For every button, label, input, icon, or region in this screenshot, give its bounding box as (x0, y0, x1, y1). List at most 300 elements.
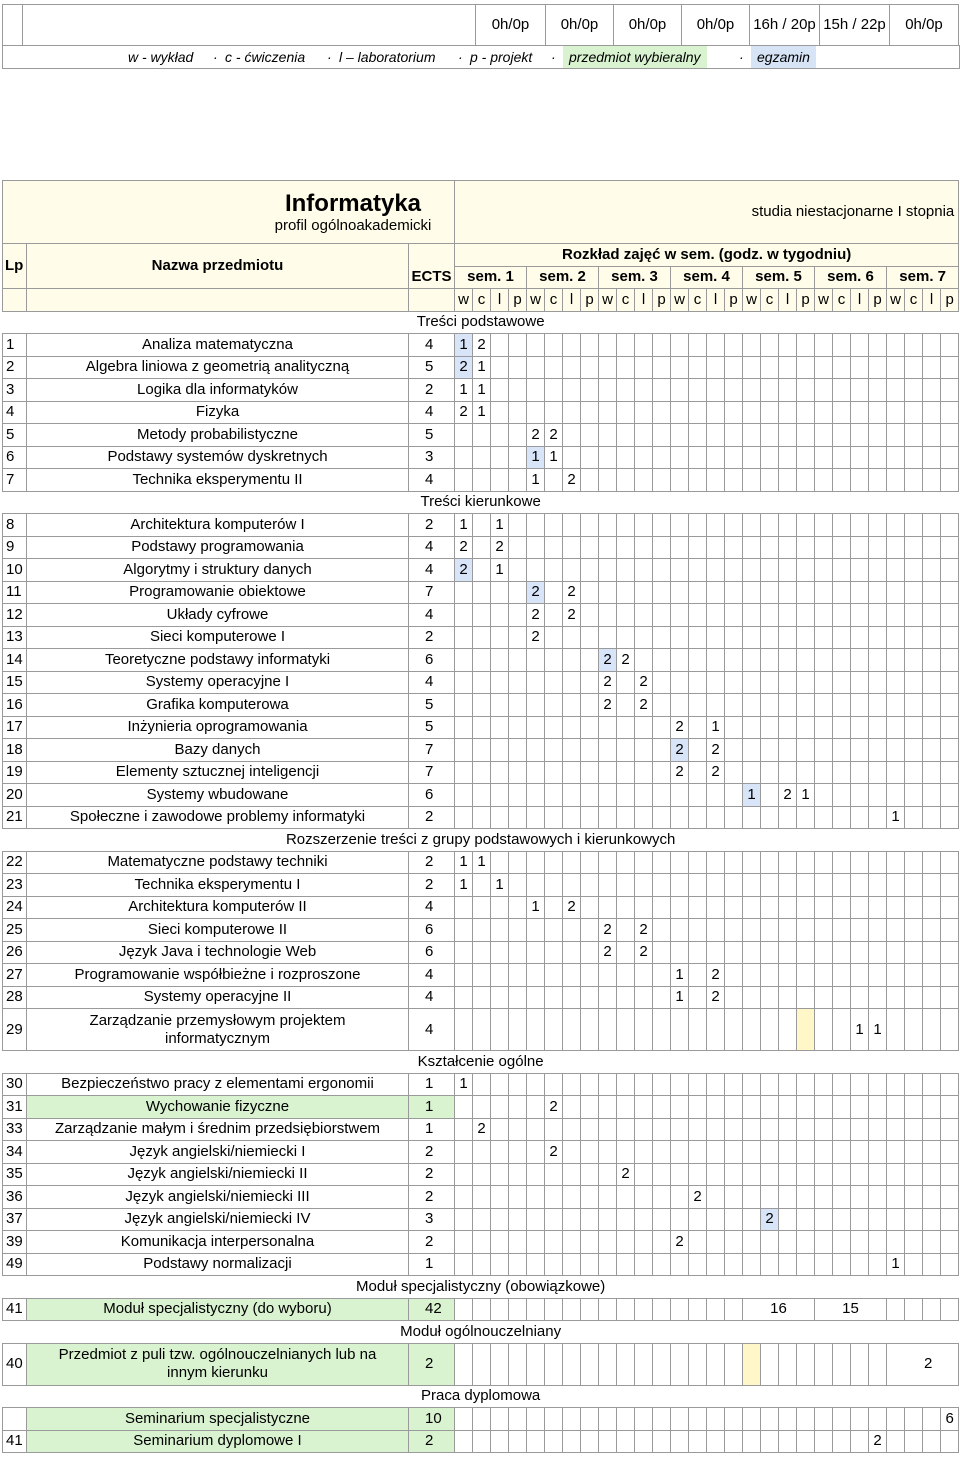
course-name: Komunikacja interpersonalna (27, 1231, 409, 1254)
hour-cell (725, 761, 743, 784)
hour-cell (455, 1009, 473, 1051)
hour-cell (581, 941, 599, 964)
course-row (3, 559, 959, 582)
course-row (3, 536, 959, 559)
hour-cell (689, 536, 707, 559)
hour-cell (761, 1163, 779, 1186)
hour-cell (545, 1343, 563, 1385)
hour-cell (509, 896, 527, 919)
legend-lecture: w - wykład (128, 49, 194, 65)
hour-cell (491, 1009, 509, 1051)
hour-cell (779, 446, 797, 469)
hour-cell (869, 919, 887, 942)
hour-cell (851, 1231, 869, 1254)
hour-cell (887, 1208, 905, 1231)
hour-cell (689, 716, 707, 739)
hour-cell (941, 604, 959, 627)
hour-cell (473, 964, 491, 987)
course-ects: 4 (409, 896, 455, 919)
hour-cell (635, 1253, 653, 1276)
course-row (3, 649, 959, 672)
hour-cell (707, 1073, 725, 1096)
hour-cell (563, 694, 581, 717)
hour-cell (599, 1298, 617, 1321)
hour-cell (599, 1430, 617, 1453)
hour-cell (509, 1163, 527, 1186)
hour-cell (653, 716, 671, 739)
hour-cell (707, 784, 725, 807)
course-name: Technika eksperymentu II (27, 469, 409, 492)
hour-cell (581, 1408, 599, 1431)
hour-cell (923, 536, 941, 559)
hour-cell (599, 446, 617, 469)
hour-cell (761, 536, 779, 559)
hour-cell (941, 1118, 959, 1141)
hour-cell (707, 1163, 725, 1186)
hour-cell (707, 694, 725, 717)
hour-cell (617, 874, 635, 897)
hour-cell (761, 424, 779, 447)
hour-cell (689, 1298, 707, 1321)
hour-cell (599, 1096, 617, 1119)
hour-cell (653, 446, 671, 469)
hour-cell (689, 739, 707, 762)
hour-cell (869, 424, 887, 447)
hour-cell (599, 716, 617, 739)
hour-cell (941, 514, 959, 537)
hour-cell (743, 581, 761, 604)
hour-cell (473, 1073, 491, 1096)
hour-cell (923, 514, 941, 537)
hour-cell (833, 536, 851, 559)
hour-cell (779, 941, 797, 964)
hour-cell (455, 716, 473, 739)
course-lp: 11 (3, 581, 27, 604)
hour-cell (743, 514, 761, 537)
hour-cell (887, 1009, 905, 1051)
hour-cell (815, 1186, 833, 1209)
hour-cell (761, 1141, 779, 1164)
hour-cell (887, 1231, 905, 1254)
hour-cell (797, 851, 815, 874)
hour-cell (851, 1141, 869, 1164)
hour-cell (833, 1096, 851, 1119)
course-name: Język angielski/niemiecki IV (27, 1208, 409, 1231)
hour-cell (851, 896, 869, 919)
hour-cell (869, 851, 887, 874)
top-cell: 0h/0p (476, 5, 546, 46)
course-row (3, 1298, 959, 1321)
hour-cell (707, 649, 725, 672)
hour-cell (545, 716, 563, 739)
hour-cell (833, 1343, 851, 1385)
hour-cell (797, 379, 815, 402)
hour-cell (491, 739, 509, 762)
hour-value: 2 (455, 401, 473, 424)
hour-cell (941, 671, 959, 694)
hour-cell (851, 581, 869, 604)
hour-cell (563, 1430, 581, 1453)
hour-value: 1 (473, 401, 491, 424)
hour-cell (761, 1073, 779, 1096)
course-ects: 6 (409, 649, 455, 672)
hour-cell (779, 1096, 797, 1119)
hour-cell (581, 334, 599, 357)
hour-cell (923, 1430, 941, 1453)
hour-cell (707, 559, 725, 582)
hour-cell (473, 1298, 491, 1321)
hour-cell (617, 356, 635, 379)
hour-cell (905, 919, 923, 942)
hour-cell (923, 469, 941, 492)
hour-cell (869, 379, 887, 402)
hour-cell (635, 874, 653, 897)
hour-cell (545, 784, 563, 807)
course-row (3, 379, 959, 402)
course-row (3, 581, 959, 604)
hour-cell (581, 1253, 599, 1276)
hour-cell (815, 941, 833, 964)
hour-cell (941, 851, 959, 874)
hour-cell (473, 424, 491, 447)
course-name: Grafika komputerowa (27, 694, 409, 717)
hour-cell (923, 1009, 941, 1051)
hour-cell (833, 716, 851, 739)
hour-cell (653, 604, 671, 627)
hour-cell (635, 1163, 653, 1186)
section-title: Moduł ogólnouczelniany (3, 1321, 959, 1344)
hour-cell (455, 784, 473, 807)
hour-cell (671, 1408, 689, 1431)
hour-cell (833, 874, 851, 897)
hour-cell (509, 716, 527, 739)
hour-cell (797, 986, 815, 1009)
hour-cell (851, 1343, 869, 1385)
hour-cell (851, 874, 869, 897)
hour-cell (491, 1141, 509, 1164)
hour-cell (581, 851, 599, 874)
hour-cell (815, 716, 833, 739)
hour-cell (743, 851, 761, 874)
hour-cell (941, 536, 959, 559)
hour-cell (491, 1073, 509, 1096)
hour-cell (779, 536, 797, 559)
hour-cell (545, 761, 563, 784)
course-lp (3, 1408, 27, 1431)
course-lp: 30 (3, 1073, 27, 1096)
hour-cell (689, 784, 707, 807)
hour-cell (905, 424, 923, 447)
hour-cell (635, 649, 653, 672)
hour-cell (581, 446, 599, 469)
hour-value: 2 (527, 581, 545, 604)
hour-cell (473, 581, 491, 604)
semester-total: 2 (887, 1343, 959, 1385)
hour-cell (581, 1009, 599, 1051)
semester-header: sem. 7 (887, 266, 959, 289)
hour-cell (581, 1186, 599, 1209)
course-lp: 21 (3, 806, 27, 829)
hour-cell (653, 784, 671, 807)
hour-cell (869, 1343, 887, 1385)
hour-cell (653, 334, 671, 357)
hour-cell (689, 514, 707, 537)
hour-cell (491, 919, 509, 942)
hour-cell (635, 379, 653, 402)
hour-cell (599, 1408, 617, 1431)
course-lp: 1 (3, 334, 27, 357)
form-header: c (689, 289, 707, 312)
hour-cell (779, 1343, 797, 1385)
hour-cell (833, 1408, 851, 1431)
hour-cell (491, 716, 509, 739)
hour-cell (545, 851, 563, 874)
hour-cell (743, 919, 761, 942)
form-header: l (635, 289, 653, 312)
course-ects: 7 (409, 739, 455, 762)
hour-cell (869, 559, 887, 582)
hour-cell (617, 851, 635, 874)
hour-cell (671, 874, 689, 897)
hour-cell (707, 1009, 725, 1051)
hour-cell (581, 896, 599, 919)
hour-cell (743, 446, 761, 469)
legend-elective: przedmiot wybieralny (563, 46, 707, 68)
hour-cell (635, 1343, 653, 1385)
hour-cell (689, 401, 707, 424)
hour-cell (653, 964, 671, 987)
course-name: Zarządzanie przemysłowym projektem informatycznym (27, 1009, 409, 1051)
hour-cell (563, 1253, 581, 1276)
course-lp: 2 (3, 356, 27, 379)
hour-cell (815, 806, 833, 829)
hour-cell (527, 649, 545, 672)
hour-cell (707, 401, 725, 424)
hour-cell (599, 1208, 617, 1231)
hour-value: 1 (527, 469, 545, 492)
hour-cell (671, 356, 689, 379)
hour-cell (653, 1430, 671, 1453)
hour-cell (743, 1430, 761, 1453)
hour-cell (851, 626, 869, 649)
hour-cell (563, 514, 581, 537)
hour-cell (671, 581, 689, 604)
hour-cell (923, 1118, 941, 1141)
hour-cell (851, 964, 869, 987)
hour-cell (545, 919, 563, 942)
hour-cell (635, 1298, 653, 1321)
hour-cell (509, 604, 527, 627)
hour-cell (761, 1096, 779, 1119)
hour-cell (491, 1163, 509, 1186)
hour-cell (509, 919, 527, 942)
hour-value: 1 (887, 806, 905, 829)
hour-cell (797, 649, 815, 672)
hour-cell (581, 694, 599, 717)
hour-value: 2 (563, 469, 581, 492)
hour-cell (761, 851, 779, 874)
section-title: Treści podstawowe (3, 311, 959, 334)
hour-cell (887, 716, 905, 739)
hour-cell (635, 1408, 653, 1431)
hour-value: 1 (887, 1253, 905, 1276)
hour-cell (509, 1253, 527, 1276)
hour-cell (563, 559, 581, 582)
hour-cell (527, 851, 545, 874)
hour-cell (563, 1073, 581, 1096)
hour-cell (545, 806, 563, 829)
form-header: w (887, 289, 905, 312)
hour-cell (455, 896, 473, 919)
hour-cell (599, 514, 617, 537)
hour-cell (599, 1163, 617, 1186)
course-lp: 26 (3, 941, 27, 964)
hour-cell (581, 739, 599, 762)
hour-cell (491, 649, 509, 672)
hour-cell (617, 446, 635, 469)
course-ects: 2 (409, 1231, 455, 1254)
section-title: Moduł specjalistyczny (obowiązkowe) (3, 1276, 959, 1299)
course-lp: 33 (3, 1118, 27, 1141)
hour-cell (671, 424, 689, 447)
hour-cell (653, 1118, 671, 1141)
hour-cell (473, 761, 491, 784)
hour-cell (473, 986, 491, 1009)
course-lp: 19 (3, 761, 27, 784)
hour-cell (563, 626, 581, 649)
hour-cell (941, 1141, 959, 1164)
hour-cell (671, 1009, 689, 1051)
semester-header: sem. 4 (671, 266, 743, 289)
hour-cell (923, 356, 941, 379)
hour-cell (653, 1009, 671, 1051)
hour-cell (707, 671, 725, 694)
schedule-header: Rozkład zajęć w sem. (godz. w tygodniu) (455, 244, 959, 267)
hour-cell (743, 401, 761, 424)
hour-cell (617, 1096, 635, 1119)
hour-cell (581, 401, 599, 424)
course-ects: 2 (409, 1163, 455, 1186)
form-header: p (941, 289, 959, 312)
hour-cell (671, 694, 689, 717)
hour-cell (905, 401, 923, 424)
hour-cell (761, 401, 779, 424)
blank (3, 289, 27, 312)
hour-cell (635, 739, 653, 762)
hour-cell (653, 1231, 671, 1254)
hour-cell (617, 806, 635, 829)
hour-cell (851, 356, 869, 379)
hour-cell (509, 1430, 527, 1453)
hour-cell (545, 694, 563, 717)
hour-cell (743, 896, 761, 919)
hour-cell (455, 649, 473, 672)
hour-cell (941, 1163, 959, 1186)
hour-cell (797, 334, 815, 357)
hour-cell (851, 1430, 869, 1453)
hour-cell (545, 469, 563, 492)
hour-cell (725, 671, 743, 694)
course-ects: 7 (409, 581, 455, 604)
hour-cell (887, 986, 905, 1009)
hour-cell (815, 1096, 833, 1119)
hour-cell (509, 581, 527, 604)
hour-cell (887, 1163, 905, 1186)
hour-cell (707, 424, 725, 447)
hour-cell (905, 379, 923, 402)
hour-cell (563, 401, 581, 424)
hour-cell (617, 1208, 635, 1231)
hour-cell (473, 446, 491, 469)
hour-cell (635, 1231, 653, 1254)
hour-cell (491, 1253, 509, 1276)
hour-cell (563, 739, 581, 762)
hour-cell (887, 649, 905, 672)
hour-cell (491, 379, 509, 402)
hour-cell (455, 1186, 473, 1209)
hour-cell (617, 739, 635, 762)
hour-cell (743, 559, 761, 582)
hour-cell (887, 896, 905, 919)
hour-cell (905, 716, 923, 739)
hour-cell (653, 1186, 671, 1209)
course-name: Podstawy programowania (27, 536, 409, 559)
hour-cell (815, 604, 833, 627)
hour-cell (941, 806, 959, 829)
hour-cell (797, 1118, 815, 1141)
course-lp: 41 (3, 1430, 27, 1453)
hour-cell (851, 1118, 869, 1141)
hour-cell (761, 694, 779, 717)
hour-cell (527, 964, 545, 987)
hour-cell (851, 1163, 869, 1186)
course-name: Sieci komputerowe I (27, 626, 409, 649)
hour-cell (905, 1231, 923, 1254)
hour-cell (491, 896, 509, 919)
hour-cell (815, 559, 833, 582)
hour-cell (833, 446, 851, 469)
hour-cell (491, 964, 509, 987)
legend-exam: egzamin (751, 46, 816, 68)
course-row (3, 1186, 959, 1209)
hour-cell (635, 1009, 653, 1051)
course-ects: 2 (409, 626, 455, 649)
hour-cell (527, 1231, 545, 1254)
form-header: l (491, 289, 509, 312)
hour-cell (779, 806, 797, 829)
hour-cell (599, 1073, 617, 1096)
hour-cell (635, 761, 653, 784)
hour-cell (851, 469, 869, 492)
hour-value: 2 (563, 604, 581, 627)
hour-cell (761, 446, 779, 469)
hour-cell (887, 401, 905, 424)
hour-cell (941, 919, 959, 942)
hour-cell (905, 649, 923, 672)
hour-cell (851, 334, 869, 357)
hour-cell (869, 514, 887, 537)
hour-cell (689, 1408, 707, 1431)
hour-cell (725, 1430, 743, 1453)
hour-cell (905, 1096, 923, 1119)
hour-cell (563, 671, 581, 694)
hour-cell (473, 626, 491, 649)
course-row (3, 1096, 959, 1119)
hour-cell (653, 424, 671, 447)
form-header: p (653, 289, 671, 312)
hour-cell (905, 604, 923, 627)
course-row (3, 446, 959, 469)
